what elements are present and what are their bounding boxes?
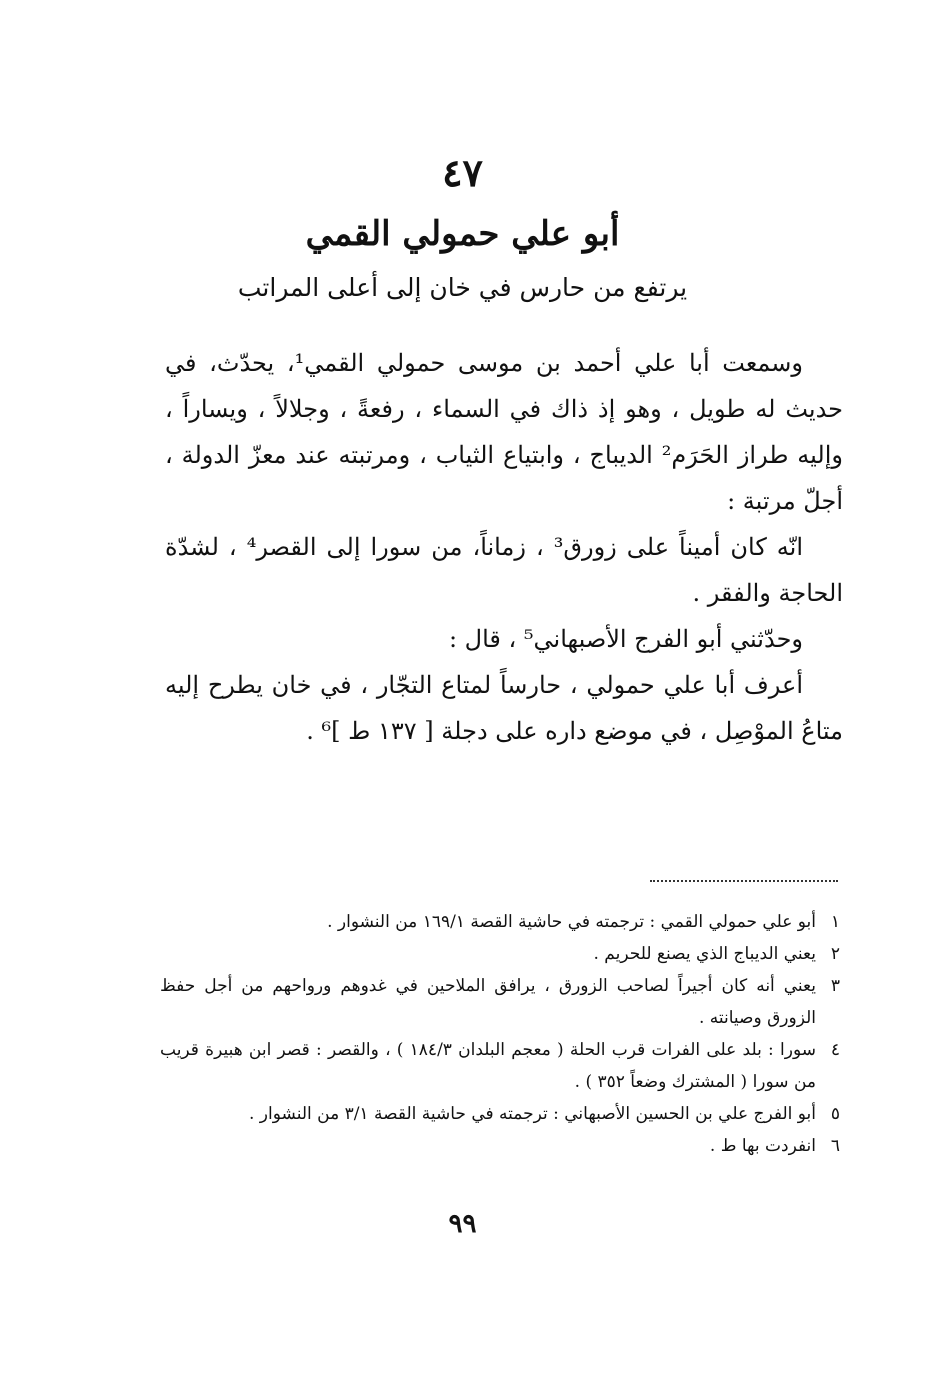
footnote-text: يعني الديباج الذي يصنع للحريم . [593,944,816,964]
footnote-text: أبو علي حمولي القمي : ترجمته في حاشية القصة ١٦٩/١ من النشوار . [327,912,816,932]
footnote-separator [650,880,838,882]
footnote-text: انفردت بها ط . [709,1136,816,1156]
paragraph: انّه كان أميناً على زورق³ ، زماناً، من سورا إلى القصر⁴ ، لشدّة الحاجة والفقر . [165,533,843,607]
story-title: أبو علي حمولي القمي [305,214,620,254]
footnote-number: ٣ [830,976,840,996]
footnotes [160,906,840,1162]
footnote-number: ٥ [830,1104,840,1124]
page-number: ٩٩ [448,1209,477,1239]
paragraph: وسمعت أبا علي أحمد بن موسى حمولي القمي¹، يحدّث، في حديث له طويل ، وهو إذ ذاك في السماء ، رفعةً ، وجلالاً ، ويساراً ، وإليه طراز الحَرَم² الديباج ، وابتياع الثياب ، ومرتبته عند معزّ الدولة ، أجلّ مرتبة : [165,349,844,515]
footnote-text: أبو الفرج علي بن الحسين الأصبهاني : ترجمته في حاشية القصة ٣/١ من النشوار . [249,1104,816,1124]
story-subtitle: يرتفع من حارس في خان إلى أعلى المراتب [237,273,688,302]
footnote [160,1034,840,1098]
footnote-number: ٢ [830,944,840,964]
footnote [160,906,840,938]
paragraph: أعرف أبا علي حمولي ، حارساً لمتاع التجّار ، في خان يطرح إليه متاعُ الموْصِل ، في موضع داره على دجلة [ ١٣٧ ط ]⁶ . [165,671,843,745]
footnote [160,1130,840,1162]
footnote [160,1098,840,1130]
footnote-text: يعني أنه كان أجيراً لصاحب الزورق ، يرافق الملاحين في غدوهم ورواحهم من أجل حفظ الزورق وصيانته . [160,976,816,1028]
story-number: ٤٧ [442,150,483,195]
footnote-text: سورا : بلد على الفرات قرب الحلة ( معجم البلدان ١٨٤/٣ ) ، والقصر : قصر ابن هبيرة قريب من سورا ( المشترك وضعاً ٣٥٢ ) . [160,1040,816,1092]
footnote-number: ١ [830,912,840,932]
story-body [165,340,843,754]
footnote-number: ٤ [830,1040,840,1060]
footnote [160,938,840,970]
paragraph: وحدّثني أبو الفرج الأصبهاني⁵ ، قال : [448,625,803,653]
footnote [160,970,840,1034]
footnote-number: ٦ [830,1136,840,1156]
